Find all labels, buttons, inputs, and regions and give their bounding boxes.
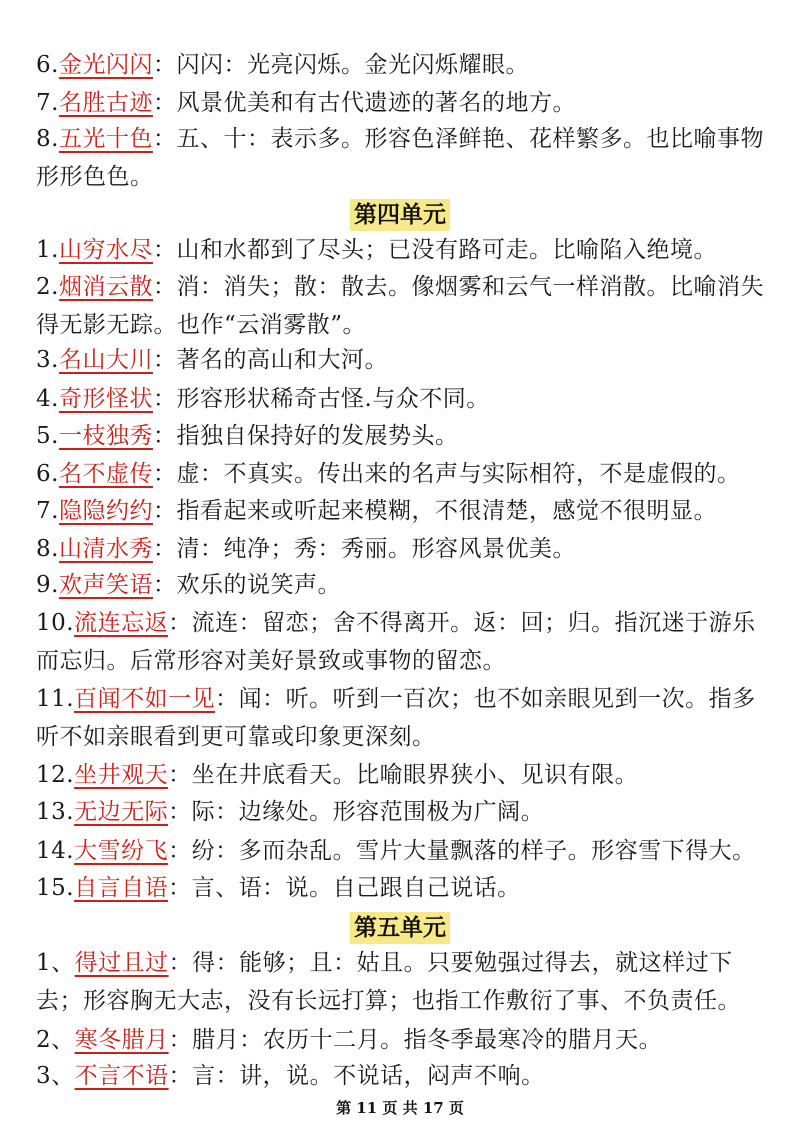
idiom-term: 欢声笑语 (58, 572, 153, 598)
idiom-definition: 闪闪：光亮闪烁。金光闪烁耀眼。 (176, 52, 529, 78)
idiom-entry: 7.名胜古迹：风景优美和有古代遗迹的著名的地方。 (36, 90, 576, 116)
entry-number: 3. (36, 347, 59, 373)
entry-number: 12. (36, 762, 75, 788)
idiom-entry: 4.奇形怪状：形容形状稀奇古怪.与众不同。 (36, 386, 490, 412)
unit-heading-label: 第五单元 (350, 912, 450, 944)
idiom-term: 得过且过 (74, 950, 169, 976)
idiom-term: 百闻不如一见 (74, 686, 216, 712)
idiom-term: 自言自语 (74, 875, 169, 901)
idiom-entry: 11.百闻不如一见：闻：听。听到一百次；也不如亲眼见到一次。指多听不如亲眼看到更可靠或印象更深刻。 (36, 686, 756, 750)
entry-number: 6. (36, 461, 59, 487)
idiom-entry: 1.山穷水尽：山和水都到了尽头；已没有路可走。比喻陷入绝境。 (36, 237, 717, 263)
idiom-definition: 纷：多而杂乱。雪片大量飘落的样子。形容雪下得大。 (191, 838, 756, 864)
idiom-definition: 清：纯净；秀：秀丽。形容风景优美。 (176, 536, 576, 562)
idiom-definition: 风景优美和有古代遗迹的著名的地方。 (176, 90, 576, 116)
entry-number: 7. (36, 90, 59, 116)
entry-number: 7. (36, 498, 59, 524)
entry-number: 5. (36, 423, 59, 449)
entry-number: 4. (36, 386, 59, 412)
entry-number: 2、 (36, 1027, 75, 1053)
idiom-entry: 3.名山大川：著名的高山和大河。 (36, 347, 388, 373)
entry-number: 9. (36, 572, 59, 598)
idiom-definition: 山和水都到了尽头；已没有路可走。比喻陷入绝境。 (176, 237, 717, 263)
page-footer: 第 11 页 共 17 页 (336, 1099, 464, 1117)
idiom-term: 寒冬腊月 (74, 1027, 169, 1053)
idiom-definition: 著名的高山和大河。 (176, 347, 388, 373)
entry-number: 2. (36, 274, 59, 300)
idiom-entry: 1、得过且过：得：能够；且：姑且。只要勉强过得去，就这样过下去；形容胸无大志，没有长远打算；也指工作敷衍了事、不负责任。 (36, 950, 741, 1014)
idiom-term: 山穷水尽 (58, 237, 153, 263)
idiom-definition: 指看起来或听起来模糊，不很清楚，感觉不很明显。 (176, 498, 717, 524)
unit-heading (0, 199, 800, 231)
idiom-term: 烟消云散 (58, 274, 153, 300)
idiom-term: 金光闪闪 (58, 52, 153, 78)
idiom-term: 名山大川 (58, 347, 153, 373)
idiom-term: 五光十色 (58, 126, 153, 152)
unit-heading-label: 第四单元 (350, 199, 450, 231)
entry-number: 8. (36, 536, 59, 562)
idiom-entry: 7.隐隐约约：指看起来或听起来模糊，不很清楚，感觉不很明显。 (36, 498, 717, 524)
entry-number: 14. (36, 838, 75, 864)
idiom-definition: 坐在井底看天。比喻眼界狭小、见识有限。 (191, 762, 639, 788)
entry-number: 15. (36, 875, 75, 901)
idiom-term: 无边无际 (74, 799, 169, 825)
entry-number: 13. (36, 799, 75, 825)
idiom-entry: 12.坐井观天：坐在井底看天。比喻眼界狭小、见识有限。 (36, 762, 639, 788)
idiom-definition: 腊月：农历十二月。指冬季最寒冷的腊月天。 (192, 1027, 663, 1053)
idiom-definition: 际：边缘处。形容范围极为广阔。 (191, 799, 545, 825)
idiom-definition: 指独自保持好的发展势头。 (176, 423, 459, 449)
idiom-entry: 14.大雪纷飞：纷：多而杂乱。雪片大量飘落的样子。形容雪下得大。 (36, 838, 756, 864)
idiom-entry: 2.烟消云散：消：消失；散：散去。像烟雾和云气一样消散。比喻消失得无影无踪。也作“云消雾散”。 (36, 274, 764, 338)
idiom-entry: 8.山清水秀：清：纯净；秀：秀丽。形容风景优美。 (36, 536, 576, 562)
entry-number: 1. (36, 237, 59, 263)
idiom-term: 名胜古迹 (58, 90, 153, 116)
idiom-entry: 5.一枝独秀：指独自保持好的发展势头。 (36, 423, 459, 449)
idiom-definition: 得：能够；且：姑且。只要勉强过得去，就这样过下去；形容胸无大志，没有长远打算；也指工作敷衍了事、不负责任。 (36, 950, 741, 1014)
idiom-term: 坐井观天 (74, 762, 169, 788)
idiom-entry: 13.无边无际：际：边缘处。形容范围极为广阔。 (36, 799, 545, 825)
entry-number: 1、 (36, 950, 75, 976)
entry-number: 11. (36, 686, 75, 712)
idiom-definition: 言：讲，说。不说话，闷声不响。 (192, 1063, 545, 1089)
idiom-entry: 3、不言不语：言：讲，说。不说话，闷声不响。 (36, 1063, 545, 1089)
idiom-definition: 五、十：表示多。形容色泽鲜艳、花样繁多。也比喻事物形形色色。 (36, 126, 764, 190)
idiom-entry: 10.流连忘返：流连：留恋；舍不得离开。返：回；归。指沉迷于游乐而忘归。后常形容对美好景致或事物的留恋。 (36, 610, 756, 674)
idiom-term: 隐隐约约 (58, 498, 153, 524)
idiom-definition: 流连：留恋；舍不得离开。返：回；归。指沉迷于游乐而忘归。后常形容对美好景致或事物的留恋。 (36, 610, 756, 674)
idiom-entry: 8.五光十色：五、十：表示多。形容色泽鲜艳、花样繁多。也比喻事物形形色色。 (36, 126, 764, 190)
idiom-definition: 闻：听。听到一百次；也不如亲眼见到一次。指多听不如亲眼看到更可靠或印象更深刻。 (36, 686, 756, 750)
idiom-definition: 消：消失；散：散去。像烟雾和云气一样消散。比喻消失得无影无踪。也作“云消雾散”。 (36, 274, 764, 338)
idiom-term: 流连忘返 (74, 610, 169, 636)
idiom-term: 名不虚传 (58, 461, 153, 487)
idiom-entry: 2、寒冬腊月：腊月：农历十二月。指冬季最寒冷的腊月天。 (36, 1027, 663, 1053)
idiom-definition: 形容形状稀奇古怪.与众不同。 (176, 386, 490, 412)
entry-number: 6. (36, 52, 59, 78)
idiom-definition: 虚：不真实。传出来的名声与实际相符，不是虚假的。 (176, 461, 741, 487)
idiom-entry: 15.自言自语：言、语：说。自己跟自己说话。 (36, 875, 521, 901)
idiom-term: 不言不语 (74, 1063, 169, 1089)
entry-number: 10. (36, 610, 75, 636)
unit-heading (0, 912, 800, 944)
idiom-term: 山清水秀 (58, 536, 153, 562)
idiom-definition: 言、语：说。自己跟自己说话。 (191, 875, 521, 901)
idiom-term: 一枝独秀 (58, 423, 153, 449)
idiom-entry: 9.欢声笑语：欢乐的说笑声。 (36, 572, 341, 598)
idiom-definition: 欢乐的说笑声。 (176, 572, 341, 598)
idiom-entry: 6.名不虚传：虚：不真实。传出来的名声与实际相符，不是虚假的。 (36, 461, 741, 487)
entry-number: 8. (36, 126, 59, 152)
idiom-term: 大雪纷飞 (74, 838, 169, 864)
entry-number: 3、 (36, 1063, 75, 1089)
idiom-entry: 6.金光闪闪：闪闪：光亮闪烁。金光闪烁耀眼。 (36, 52, 529, 78)
idiom-term: 奇形怪状 (58, 386, 153, 412)
